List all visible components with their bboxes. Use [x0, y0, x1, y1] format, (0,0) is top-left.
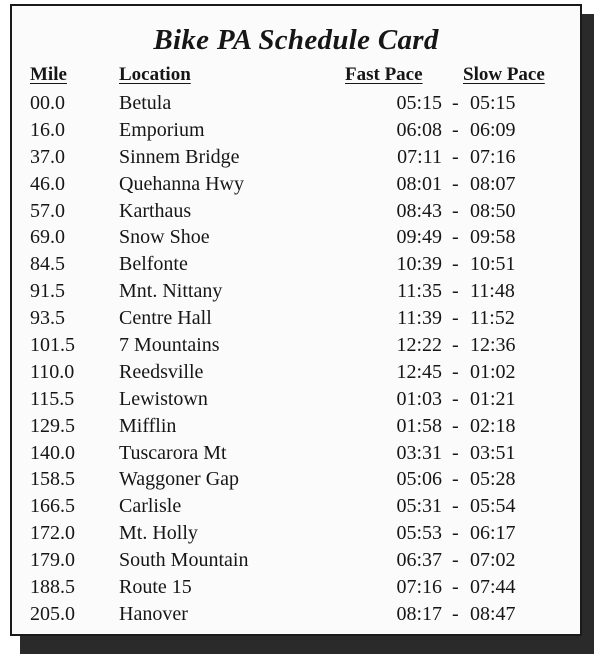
cell-location: Emporium — [119, 118, 205, 141]
cell-mile: 93.5 — [30, 307, 65, 330]
cell-fast-pace: 07:16 — [396, 576, 442, 599]
cell-separator: - — [452, 226, 459, 249]
cell-fast-pace: 11:35 — [397, 280, 442, 303]
cell-mile: 115.5 — [30, 387, 75, 410]
cell-fast-pace: 12:22 — [396, 334, 442, 357]
cell-fast-pace: 08:01 — [396, 172, 442, 195]
cell-slow-pace: 10:51 — [470, 253, 516, 276]
cell-slow-pace: 07:44 — [470, 576, 516, 599]
cell-slow-pace: 09:58 — [470, 226, 516, 249]
cell-mile: 16.0 — [30, 118, 65, 141]
cell-slow-pace: 12:36 — [470, 334, 516, 357]
header-location: Location — [119, 64, 191, 85]
cell-mile: 69.0 — [30, 226, 65, 249]
cell-separator: - — [452, 145, 459, 168]
table-row — [12, 440, 580, 467]
cell-fast-pace: 03:31 — [396, 441, 442, 464]
cell-location: Belfonte — [119, 253, 188, 276]
table-row — [12, 359, 580, 386]
table-row — [12, 90, 580, 117]
cell-location: 7 Mountains — [119, 334, 220, 357]
cell-mile: 179.0 — [30, 549, 75, 572]
cell-slow-pace: 01:21 — [470, 387, 516, 410]
table-row — [12, 251, 580, 278]
cell-separator: - — [452, 172, 459, 195]
cell-mile: 57.0 — [30, 199, 65, 222]
cell-location: Carlisle — [119, 495, 182, 518]
cell-slow-pace: 06:17 — [470, 522, 516, 545]
cell-location: Centre Hall — [119, 307, 212, 330]
cell-mile: 205.0 — [30, 602, 75, 625]
table-row — [12, 547, 580, 574]
cell-fast-pace: 01:03 — [396, 387, 442, 410]
table-row — [12, 305, 580, 332]
schedule-card — [10, 4, 582, 636]
cell-fast-pace: 09:49 — [396, 226, 442, 249]
cell-slow-pace: 08:07 — [470, 172, 516, 195]
cell-separator: - — [452, 118, 459, 141]
cell-separator: - — [452, 253, 459, 276]
cell-location: Hanover — [119, 602, 188, 625]
cell-fast-pace: 06:37 — [396, 549, 442, 572]
cell-separator: - — [452, 549, 459, 572]
table-row — [12, 574, 580, 601]
table-row — [12, 117, 580, 144]
cell-fast-pace: 05:53 — [396, 522, 442, 545]
cell-location: Mt. Holly — [119, 522, 198, 545]
cell-location: Lewistown — [119, 387, 208, 410]
cell-mile: 172.0 — [30, 522, 75, 545]
cell-separator: - — [452, 360, 459, 383]
cell-slow-pace: 07:16 — [470, 145, 516, 168]
table-row — [12, 520, 580, 547]
cell-slow-pace: 02:18 — [470, 414, 516, 437]
table-row — [12, 144, 580, 171]
cell-fast-pace: 05:15 — [396, 92, 442, 114]
cell-fast-pace: 05:31 — [396, 495, 442, 518]
cell-separator: - — [452, 387, 459, 410]
header-slow-pace: Slow Pace — [463, 64, 545, 85]
cell-mile: 91.5 — [30, 280, 65, 303]
cell-fast-pace: 01:58 — [396, 414, 442, 437]
cell-separator: - — [452, 522, 459, 545]
cell-separator: - — [452, 602, 459, 625]
table-row — [12, 171, 580, 198]
cell-separator: - — [452, 280, 459, 303]
cell-slow-pace: 05:54 — [470, 495, 516, 518]
cell-slow-pace: 08:50 — [470, 199, 516, 222]
cell-mile: 188.5 — [30, 576, 75, 599]
cell-location: Mnt. Nittany — [119, 280, 223, 303]
cell-separator: - — [452, 92, 459, 114]
cell-location: Betula — [119, 92, 172, 114]
cell-slow-pace: 11:52 — [470, 307, 515, 330]
header-fast-pace: Fast Pace — [345, 64, 423, 85]
cell-mile: 101.5 — [30, 334, 75, 357]
cell-separator: - — [452, 334, 459, 357]
cell-location: Sinnem Bridge — [119, 145, 240, 168]
card-title: Bike PA Schedule Card — [153, 24, 439, 56]
cell-separator: - — [452, 576, 459, 599]
table-row — [12, 386, 580, 413]
cell-slow-pace: 11:48 — [470, 280, 515, 303]
table-row — [12, 493, 580, 520]
cell-mile: 129.5 — [30, 414, 75, 437]
cell-fast-pace: 05:06 — [396, 468, 442, 491]
schedule-table — [12, 90, 580, 628]
cell-fast-pace: 11:39 — [397, 307, 442, 330]
cell-fast-pace: 08:17 — [396, 602, 442, 625]
cell-separator: - — [452, 441, 459, 464]
cell-fast-pace: 12:45 — [396, 360, 442, 383]
cell-fast-pace: 10:39 — [396, 253, 442, 276]
cell-location: Snow Shoe — [119, 226, 210, 249]
cell-fast-pace: 06:08 — [396, 118, 442, 141]
cell-mile: 84.5 — [30, 253, 65, 276]
table-row — [12, 332, 580, 359]
table-row — [12, 601, 580, 628]
cell-location: Mifflin — [119, 414, 177, 437]
cell-slow-pace: 07:02 — [470, 549, 516, 572]
table-row — [12, 198, 580, 225]
cell-slow-pace: 06:09 — [470, 118, 516, 141]
cell-location: Quehanna Hwy — [119, 172, 244, 195]
cell-slow-pace: 05:15 — [470, 92, 516, 114]
cell-location: Reedsville — [119, 360, 204, 383]
table-row — [12, 224, 580, 251]
cell-fast-pace: 08:43 — [396, 199, 442, 222]
cell-mile: 00.0 — [30, 92, 65, 114]
header-mile: Mile — [30, 64, 67, 85]
cell-mile: 140.0 — [30, 441, 75, 464]
cell-location: Tuscarora Mt — [119, 441, 227, 464]
cell-separator: - — [452, 414, 459, 437]
cell-separator: - — [452, 199, 459, 222]
cell-separator: - — [452, 495, 459, 518]
cell-mile: 37.0 — [30, 145, 65, 168]
cell-mile: 158.5 — [30, 468, 75, 491]
table-row — [12, 278, 580, 305]
cell-slow-pace: 08:47 — [470, 602, 516, 625]
cell-slow-pace: 03:51 — [470, 441, 516, 464]
table-row — [12, 466, 580, 493]
cell-location: South Mountain — [119, 549, 249, 572]
cell-mile: 166.5 — [30, 495, 75, 518]
cell-location: Karthaus — [119, 199, 192, 222]
cell-slow-pace: 01:02 — [470, 360, 516, 383]
table-row — [12, 413, 580, 440]
cell-mile: 46.0 — [30, 172, 65, 195]
cell-slow-pace: 05:28 — [470, 468, 516, 491]
cell-separator: - — [452, 468, 459, 491]
cell-separator: - — [452, 307, 459, 330]
cell-location: Route 15 — [119, 576, 192, 599]
cell-location: Waggoner Gap — [119, 468, 240, 491]
cell-fast-pace: 07:11 — [397, 145, 442, 168]
cell-mile: 110.0 — [30, 360, 75, 383]
